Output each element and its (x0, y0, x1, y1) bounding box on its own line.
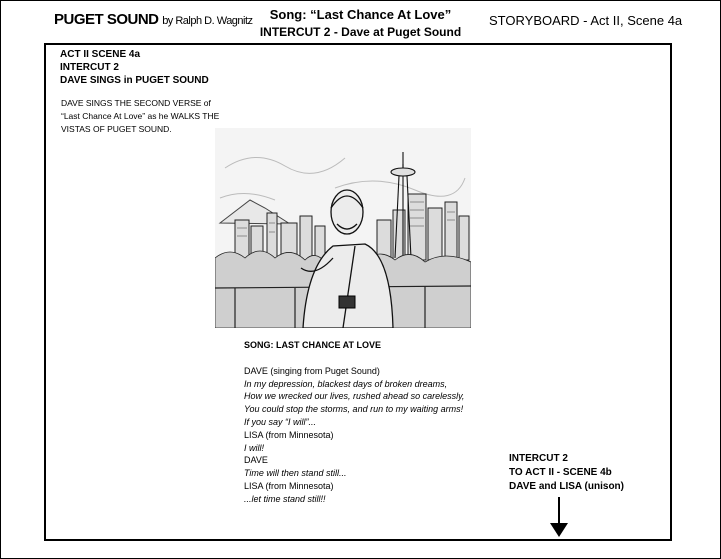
lyrics-block (244, 339, 464, 506)
transition-performers: DAVE and LISA (unison) (509, 481, 624, 492)
byline: by Ralph D. Wagnitz (162, 15, 253, 27)
scene-action: DAVE SINGS in PUGET SOUND (60, 75, 209, 86)
lyric-line: DAVE (singing from Puget Sound) (244, 365, 380, 376)
arrow-down-icon (547, 497, 571, 539)
lyric-line: DAVE (244, 455, 268, 466)
transition-target: TO ACT II - SCENE 4b (509, 467, 612, 478)
scene-intercut: INTERCUT 2 (60, 62, 119, 73)
singer-skyline-sketch (215, 128, 471, 328)
scene-act: ACT II SCENE 4a (60, 49, 141, 60)
transition-note (509, 452, 624, 494)
lyric-line: ...let time stand still!! (244, 493, 326, 504)
song-title: Song: “Last Chance At Love” (269, 7, 452, 22)
lyric-line: In my depression, blackest days of broken dreams, (244, 378, 448, 389)
intercut-title: INTERCUT 2 - Dave at Puget Sound (259, 25, 462, 39)
lyric-line: You could stop the storms, and run to my waiting arms! (244, 404, 464, 415)
transition-intercut: INTERCUT 2 (509, 453, 568, 464)
lyric-line: How we wrecked our lives, rushed ahead so carelessly, (244, 391, 465, 402)
lyric-line: Time will then stand still... (244, 468, 347, 479)
lyric-line: I will! (244, 442, 264, 453)
scene-heading (60, 48, 209, 87)
brand-name: PUGET SOUND (54, 11, 159, 28)
storyboard-label: STORYBOARD - Act II, Scene 4a (489, 13, 683, 28)
lyric-line: LISA (from Minnesota) (244, 480, 334, 491)
song-heading: SONG: LAST CHANCE AT LOVE (244, 340, 381, 350)
lyric-line: LISA (from Minnesota) (244, 429, 334, 440)
scene-description: DAVE SINGS THE SECOND VERSE of “Last Chance At Love” as he WALKS THE VISTAS OF PUGET SOUND. (61, 98, 220, 134)
lyric-lines (244, 365, 464, 506)
lyric-line: If you say “I will”... (244, 416, 317, 427)
